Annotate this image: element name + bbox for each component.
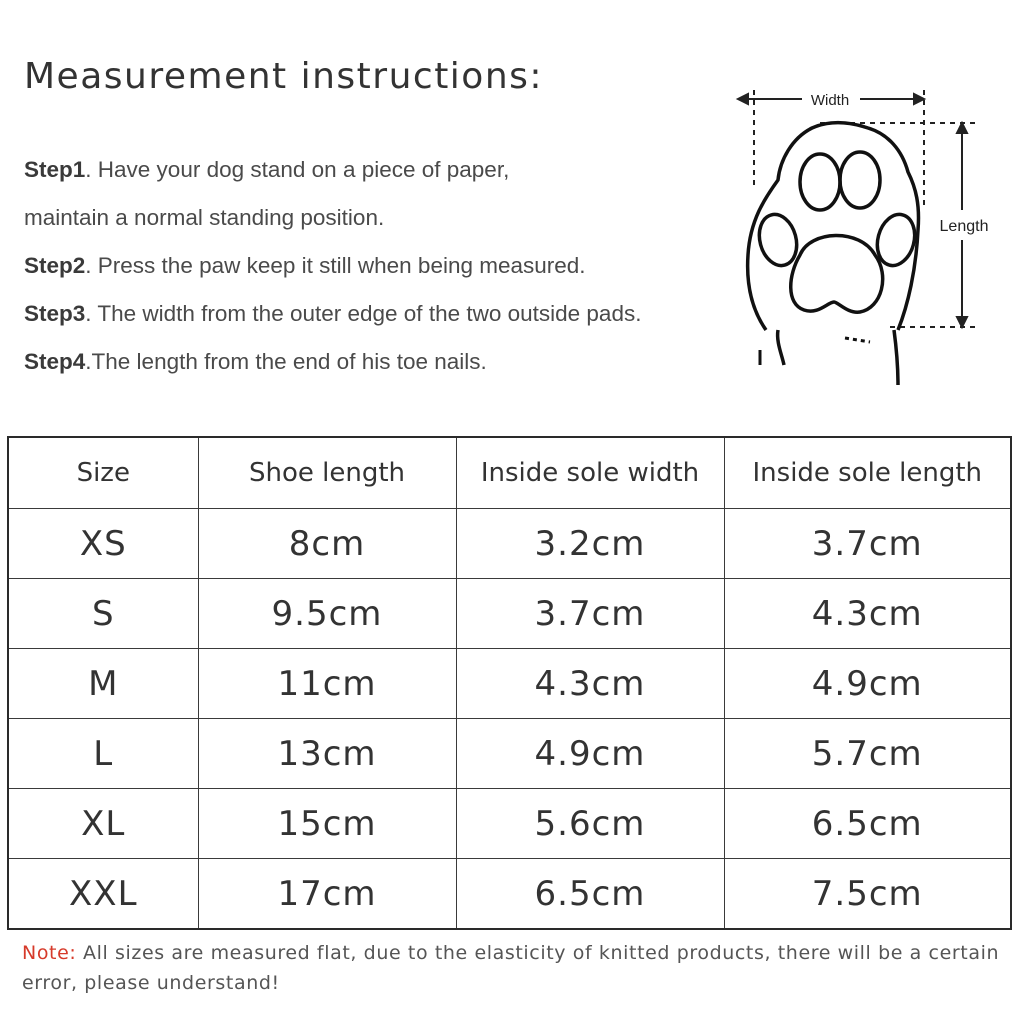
table-row [8,719,1011,789]
step-2 [24,246,754,294]
sole-length-cell: 4.9cm [724,649,1011,719]
step-label: Step4 [24,349,86,374]
guide-lines [754,90,980,327]
table-row [8,859,1011,930]
sole-width-cell: 3.2cm [456,509,724,579]
sole-length-cell: 6.5cm [724,789,1011,859]
step-text: maintain a normal standing position. [24,205,385,230]
header-shoe-length: Shoe length [198,437,456,509]
note [22,938,1012,998]
size-cell: M [8,649,198,719]
size-cell: S [8,579,198,649]
length-label: Length [939,218,989,235]
shoe-length-cell: 15cm [198,789,456,859]
sole-width-cell: 3.7cm [456,579,724,649]
paw-print-icon [748,123,920,385]
table-row [8,649,1011,719]
size-cell: XS [8,509,198,579]
paw-measurement-diagram [730,80,1010,400]
header-inside-sole-length: Inside sole length [724,437,1011,509]
step-1-continued [24,198,754,246]
size-cell: L [8,719,198,789]
width-label: Width [810,92,850,109]
shoe-length-cell: 17cm [198,859,456,930]
table-row [8,789,1011,859]
sole-length-cell: 5.7cm [724,719,1011,789]
shoe-length-cell: 13cm [198,719,456,789]
step-1 [24,150,754,198]
size-cell: XL [8,789,198,859]
page-title: Measurement instructions: [24,56,544,97]
sole-width-cell: 5.6cm [456,789,724,859]
step-text: . Press the paw keep it still when being measured. [85,253,586,278]
sole-width-cell: 4.3cm [456,649,724,719]
header-inside-sole-width: Inside sole width [456,437,724,509]
size-chart-table [7,436,1012,930]
step-label: Step1 [24,157,86,182]
sole-length-cell: 7.5cm [724,859,1011,930]
note-label: Note: [22,942,77,964]
sole-width-cell: 6.5cm [456,859,724,930]
step-label: Step2 [24,253,86,278]
table-row [8,509,1011,579]
sole-length-cell: 3.7cm [724,509,1011,579]
shoe-length-cell: 11cm [198,649,456,719]
step-text: . The width from the outer edge of the two outside pads. [85,301,642,326]
step-4 [24,342,754,390]
table-header-row [8,437,1011,509]
shoe-length-cell: 8cm [198,509,456,579]
step-text: . Have your dog stand on a piece of paper, [85,157,510,182]
shoe-length-cell: 9.5cm [198,579,456,649]
step-text: .The length from the end of his toe nails. [85,349,487,374]
note-text: All sizes are measured flat, due to the elasticity of knitted products, there will be a certain error, please understand! [22,942,1000,994]
sole-width-cell: 4.9cm [456,719,724,789]
step-3 [24,294,754,342]
header-size: Size [8,437,198,509]
table-row [8,579,1011,649]
step-label: Step3 [24,301,86,326]
sole-length-cell: 4.3cm [724,579,1011,649]
instruction-steps [24,150,754,390]
size-cell: XXL [8,859,198,930]
